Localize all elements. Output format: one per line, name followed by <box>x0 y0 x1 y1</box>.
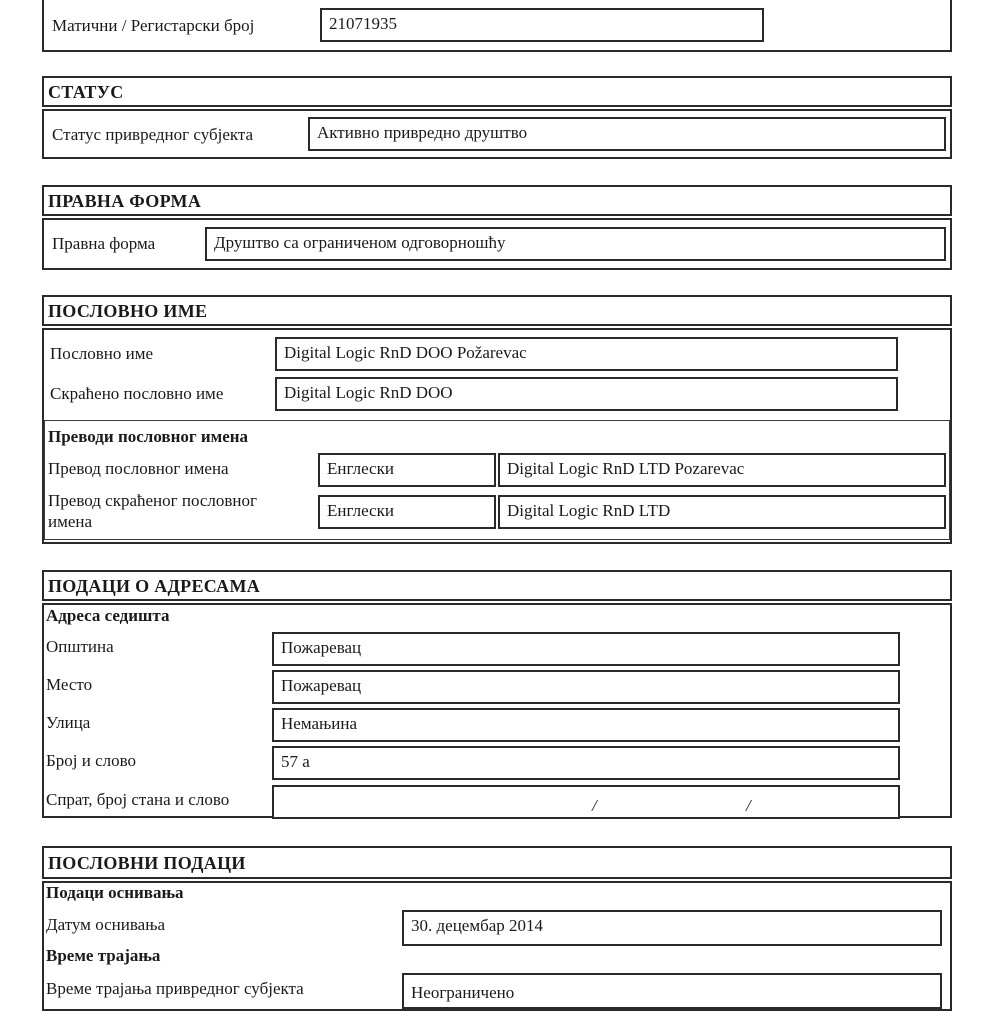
floor-separator-2: / <box>746 796 751 815</box>
duration-field[interactable]: Неограничено <box>402 973 942 1009</box>
legal-form-header: ПРАВНА ФОРМА <box>42 185 952 216</box>
status-header: СТАТУС <box>42 76 952 107</box>
municipality-field[interactable]: Пожаревац <box>272 632 900 666</box>
legal-form-field[interactable]: Друштво са ограниченом одговорношћу <box>205 227 946 261</box>
street-field[interactable]: Немањина <box>272 708 900 742</box>
translation-language-field[interactable]: Енглески <box>318 453 496 487</box>
duration-subheader: Време трајања <box>46 946 161 965</box>
translation-value-field[interactable]: Digital Logic RnD LTD Pozarevac <box>498 453 946 487</box>
business-name-field[interactable]: Digital Logic RnD DOO Požarevac <box>275 337 898 371</box>
short-translation-label-line1: Превод скраћеног пословног <box>48 491 258 510</box>
business-data-header: ПОСЛОВНИ ПОДАЦИ <box>42 846 952 879</box>
business-name-label: Пословно име <box>50 344 154 363</box>
addresses-header: ПОДАЦИ О АДРЕСАМА <box>42 570 952 601</box>
founding-subheader: Подаци оснивања <box>46 883 184 902</box>
number-label: Број и слово <box>46 751 137 770</box>
registration-field[interactable]: 21071935 <box>320 8 764 42</box>
number-field[interactable]: 57 а <box>272 746 900 780</box>
business-name-header: ПОСЛОВНО ИМЕ <box>42 295 952 326</box>
status-label: Статус привредног субјекта <box>52 125 254 144</box>
short-name-field[interactable]: Digital Logic RnD DOO <box>275 377 898 411</box>
floor-label: Спрат, број стана и слово <box>46 790 230 809</box>
seat-address-subheader: Адреса седишта <box>46 606 170 625</box>
legal-form-label: Правна форма <box>52 234 156 253</box>
registration-label: Матични / Регистарски број <box>52 16 255 35</box>
duration-label: Време трајања привредног субјекта <box>46 979 304 998</box>
translation-label: Превод пословног имена <box>48 459 229 478</box>
translations-subheader: Преводи пословног имена <box>48 427 249 446</box>
founding-date-label: Датум оснивања <box>46 915 166 934</box>
floor-field[interactable] <box>272 785 900 819</box>
place-label: Место <box>46 675 93 694</box>
street-label: Улица <box>46 713 91 732</box>
short-translation-language-field[interactable]: Енглески <box>318 495 496 529</box>
founding-date-field[interactable]: 30. децембар 2014 <box>402 910 942 946</box>
place-field[interactable]: Пожаревац <box>272 670 900 704</box>
municipality-label: Општина <box>46 637 114 656</box>
status-field[interactable]: Активно привредно друштво <box>308 117 946 151</box>
short-name-label: Скраћено пословно име <box>50 384 224 403</box>
short-translation-label-line2: имена <box>48 512 93 531</box>
floor-separator-1: / <box>592 796 597 815</box>
short-translation-value-field[interactable]: Digital Logic RnD LTD <box>498 495 946 529</box>
